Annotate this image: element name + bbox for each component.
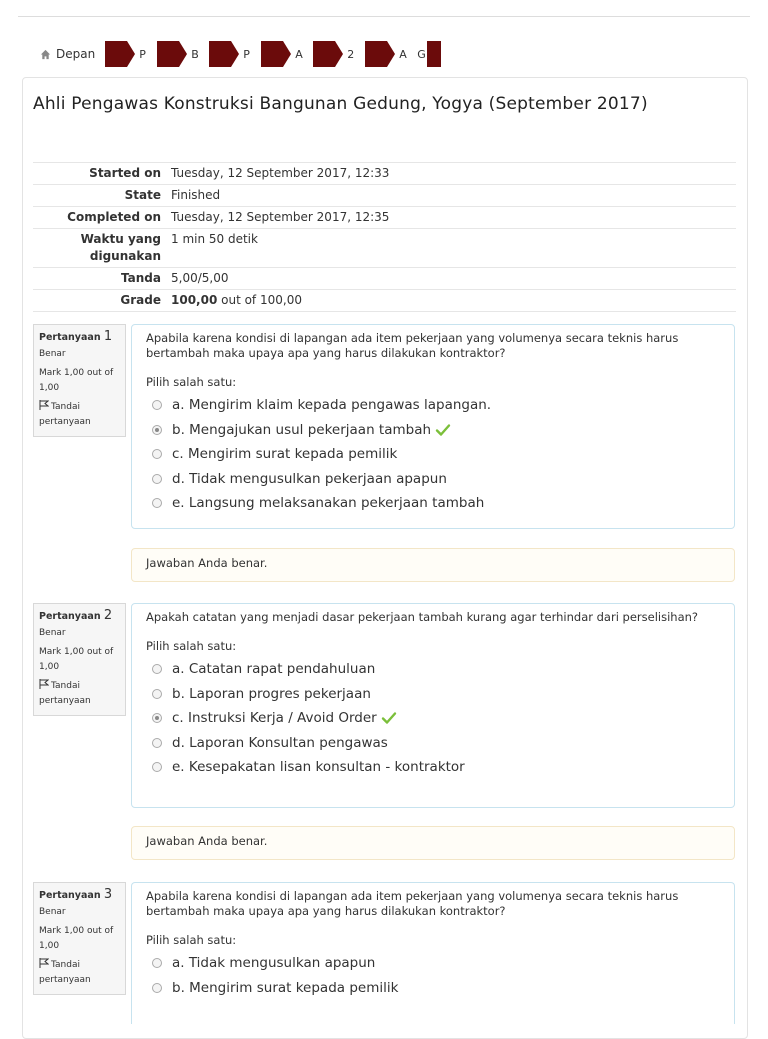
- question-text: Apabila karena kondisi di lapangan ada item pekerjaan yang volumenya secara teknis harus bertambah maka upaya apa yang harus dilakukan kontraktor?: [146, 331, 679, 360]
- answer-option[interactable]: c. Mengirim surat kepada pemilik: [146, 442, 720, 467]
- summary-value: 5,00/5,00: [171, 271, 229, 285]
- answer-prompt: Pilih salah satu:: [146, 639, 237, 653]
- radio-button-selected[interactable]: [152, 425, 162, 435]
- answer-option[interactable]: c. Instruksi Kerja / Avoid Order: [146, 706, 720, 731]
- summary-label: [33, 229, 171, 268]
- question-number: Pertanyaan 2: [39, 608, 113, 623]
- radio-button-selected[interactable]: [152, 713, 162, 723]
- answer-option[interactable]: a. Mengirim klaim kepada pengawas lapangan.: [146, 393, 720, 418]
- breadcrumb-item[interactable]: [105, 41, 157, 67]
- question-text: Apakah catatan yang menjadi dasar pekerjaan tambah kurang agar terhindar dari perselisihan?: [146, 610, 699, 624]
- question-number: Pertanyaan 3: [39, 887, 113, 902]
- radio-button[interactable]: [152, 689, 162, 699]
- summary-value: [171, 290, 736, 312]
- breadcrumb-item-label: 2: [347, 47, 355, 61]
- question-info-2: [33, 603, 126, 716]
- question-state: Benar: [39, 349, 66, 359]
- answer-option[interactable]: d. Laporan Konsultan pengawas: [146, 731, 720, 756]
- radio-button[interactable]: [152, 474, 162, 484]
- summary-row-grade: [33, 290, 736, 312]
- summary-label: Completed on: [67, 210, 161, 224]
- question-number: Pertanyaan 1: [39, 329, 113, 344]
- answer-option[interactable]: b. Mengirim surat kepada pemilik: [146, 976, 720, 1001]
- flag-icon: [39, 400, 49, 410]
- check-icon: [381, 711, 397, 725]
- summary-row-started: [33, 163, 736, 185]
- summary-label: Started on: [89, 166, 161, 180]
- summary-row-completed: [33, 207, 736, 229]
- radio-button[interactable]: [152, 983, 162, 993]
- breadcrumb-arrow-icon: [261, 41, 283, 67]
- flag-icon: [39, 679, 49, 689]
- answer-prompt: Pilih salah satu:: [146, 375, 237, 389]
- breadcrumb-item[interactable]: [209, 41, 261, 67]
- answer-option[interactable]: a. Catatan rapat pendahuluan: [146, 657, 720, 682]
- summary-label: State: [124, 188, 161, 202]
- grade-score: 100,00: [171, 293, 218, 307]
- check-icon: [435, 423, 451, 437]
- summary-label-line: Waktu yang: [80, 232, 161, 246]
- radio-button[interactable]: [152, 400, 162, 410]
- radio-button[interactable]: [152, 664, 162, 674]
- question-grade: Mark 1,00 out of 1,00: [39, 368, 114, 393]
- radio-button[interactable]: [152, 762, 162, 772]
- summary-value: 1 min 50 detik: [171, 232, 258, 246]
- answer-option[interactable]: d. Tidak mengusulkan pekerjaan apapun: [146, 467, 720, 492]
- answer-option[interactable]: e. Langsung melaksanakan pekerjaan tambah: [146, 491, 720, 516]
- breadcrumb-item-label: A: [295, 47, 303, 61]
- flag-question-link[interactable]: Tandai pertanyaan: [39, 960, 91, 985]
- answer-list: [146, 951, 720, 1000]
- breadcrumb-item-label: G: [417, 47, 426, 61]
- breadcrumb-home-label: Depan: [56, 47, 96, 61]
- summary-label: Tanda: [121, 271, 161, 285]
- breadcrumb-item-label: P: [139, 47, 146, 61]
- flag-icon: [39, 958, 49, 968]
- question-text: Apabila karena kondisi di lapangan ada item pekerjaan yang volumenya secara teknis harus bertambah maka upaya apa yang harus dilakukan kontraktor?: [146, 889, 679, 918]
- breadcrumb-arrow-icon: [209, 41, 231, 67]
- breadcrumb-home-link[interactable]: [40, 47, 95, 61]
- grade-total: out of 100,00: [217, 293, 302, 307]
- breadcrumb-item[interactable]: [417, 41, 447, 67]
- radio-button[interactable]: [152, 498, 162, 508]
- home-icon: [40, 49, 51, 60]
- question-grade: Mark 1,00 out of 1,00: [39, 647, 114, 672]
- summary-label-line: digunakan: [89, 249, 161, 263]
- breadcrumb-item-label: B: [191, 47, 199, 61]
- question-grade: Mark 1,00 out of 1,00: [39, 926, 114, 951]
- breadcrumb-item-label: P: [243, 47, 250, 61]
- page-title: Ahli Pengawas Konstruksi Bangunan Gedung, Yogya (September 2017): [33, 94, 648, 114]
- summary-value: Tuesday, 12 September 2017, 12:35: [171, 210, 390, 224]
- radio-button[interactable]: [152, 449, 162, 459]
- question-state: Benar: [39, 907, 66, 917]
- answer-option[interactable]: b. Mengajukan usul pekerjaan tambah: [146, 418, 720, 443]
- question-info-1: [33, 324, 126, 437]
- breadcrumb-item[interactable]: [261, 41, 313, 67]
- radio-button[interactable]: [152, 738, 162, 748]
- answer-option[interactable]: e. Kesepakatan lisan konsultan - kontraktor: [146, 755, 720, 780]
- breadcrumb-item[interactable]: [365, 41, 417, 67]
- summary-value: Tuesday, 12 September 2017, 12:33: [171, 166, 390, 180]
- question-content-3: [131, 882, 735, 1024]
- summary-row-state: [33, 185, 736, 207]
- breadcrumb-item[interactable]: [313, 41, 365, 67]
- breadcrumb-arrow-icon: [157, 41, 179, 67]
- summary-row-marks: [33, 268, 736, 290]
- feedback-box: Jawaban Anda benar.: [131, 826, 735, 860]
- question-content-2: [131, 603, 735, 808]
- radio-button[interactable]: [152, 958, 162, 968]
- breadcrumb-arrow-icon: [427, 41, 441, 67]
- breadcrumb-item-label: A: [399, 47, 407, 61]
- answer-option[interactable]: b. Laporan progres pekerjaan: [146, 682, 720, 707]
- summary-value: Finished: [171, 188, 221, 202]
- summary-row-time-taken: [33, 229, 736, 268]
- flag-question-link[interactable]: Tandai pertanyaan: [39, 402, 91, 427]
- feedback-box: Jawaban Anda benar.: [131, 548, 735, 582]
- summary-label: Grade: [120, 293, 161, 307]
- answer-prompt: Pilih salah satu:: [146, 933, 237, 947]
- question-content-1: [131, 324, 735, 529]
- answer-list: [146, 393, 720, 516]
- breadcrumb-arrow-icon: [105, 41, 127, 67]
- question-info-3: [33, 882, 126, 995]
- breadcrumb: [40, 41, 447, 67]
- flag-question-link[interactable]: Tandai pertanyaan: [39, 681, 91, 706]
- attempt-summary-table: [33, 162, 736, 312]
- answer-option[interactable]: a. Tidak mengusulkan apapun: [146, 951, 720, 976]
- breadcrumb-arrow-icon: [313, 41, 335, 67]
- answer-list: [146, 657, 720, 780]
- question-state: Benar: [39, 628, 66, 638]
- top-divider: [18, 16, 750, 17]
- breadcrumb-arrow-icon: [365, 41, 387, 67]
- breadcrumb-item[interactable]: [157, 41, 209, 67]
